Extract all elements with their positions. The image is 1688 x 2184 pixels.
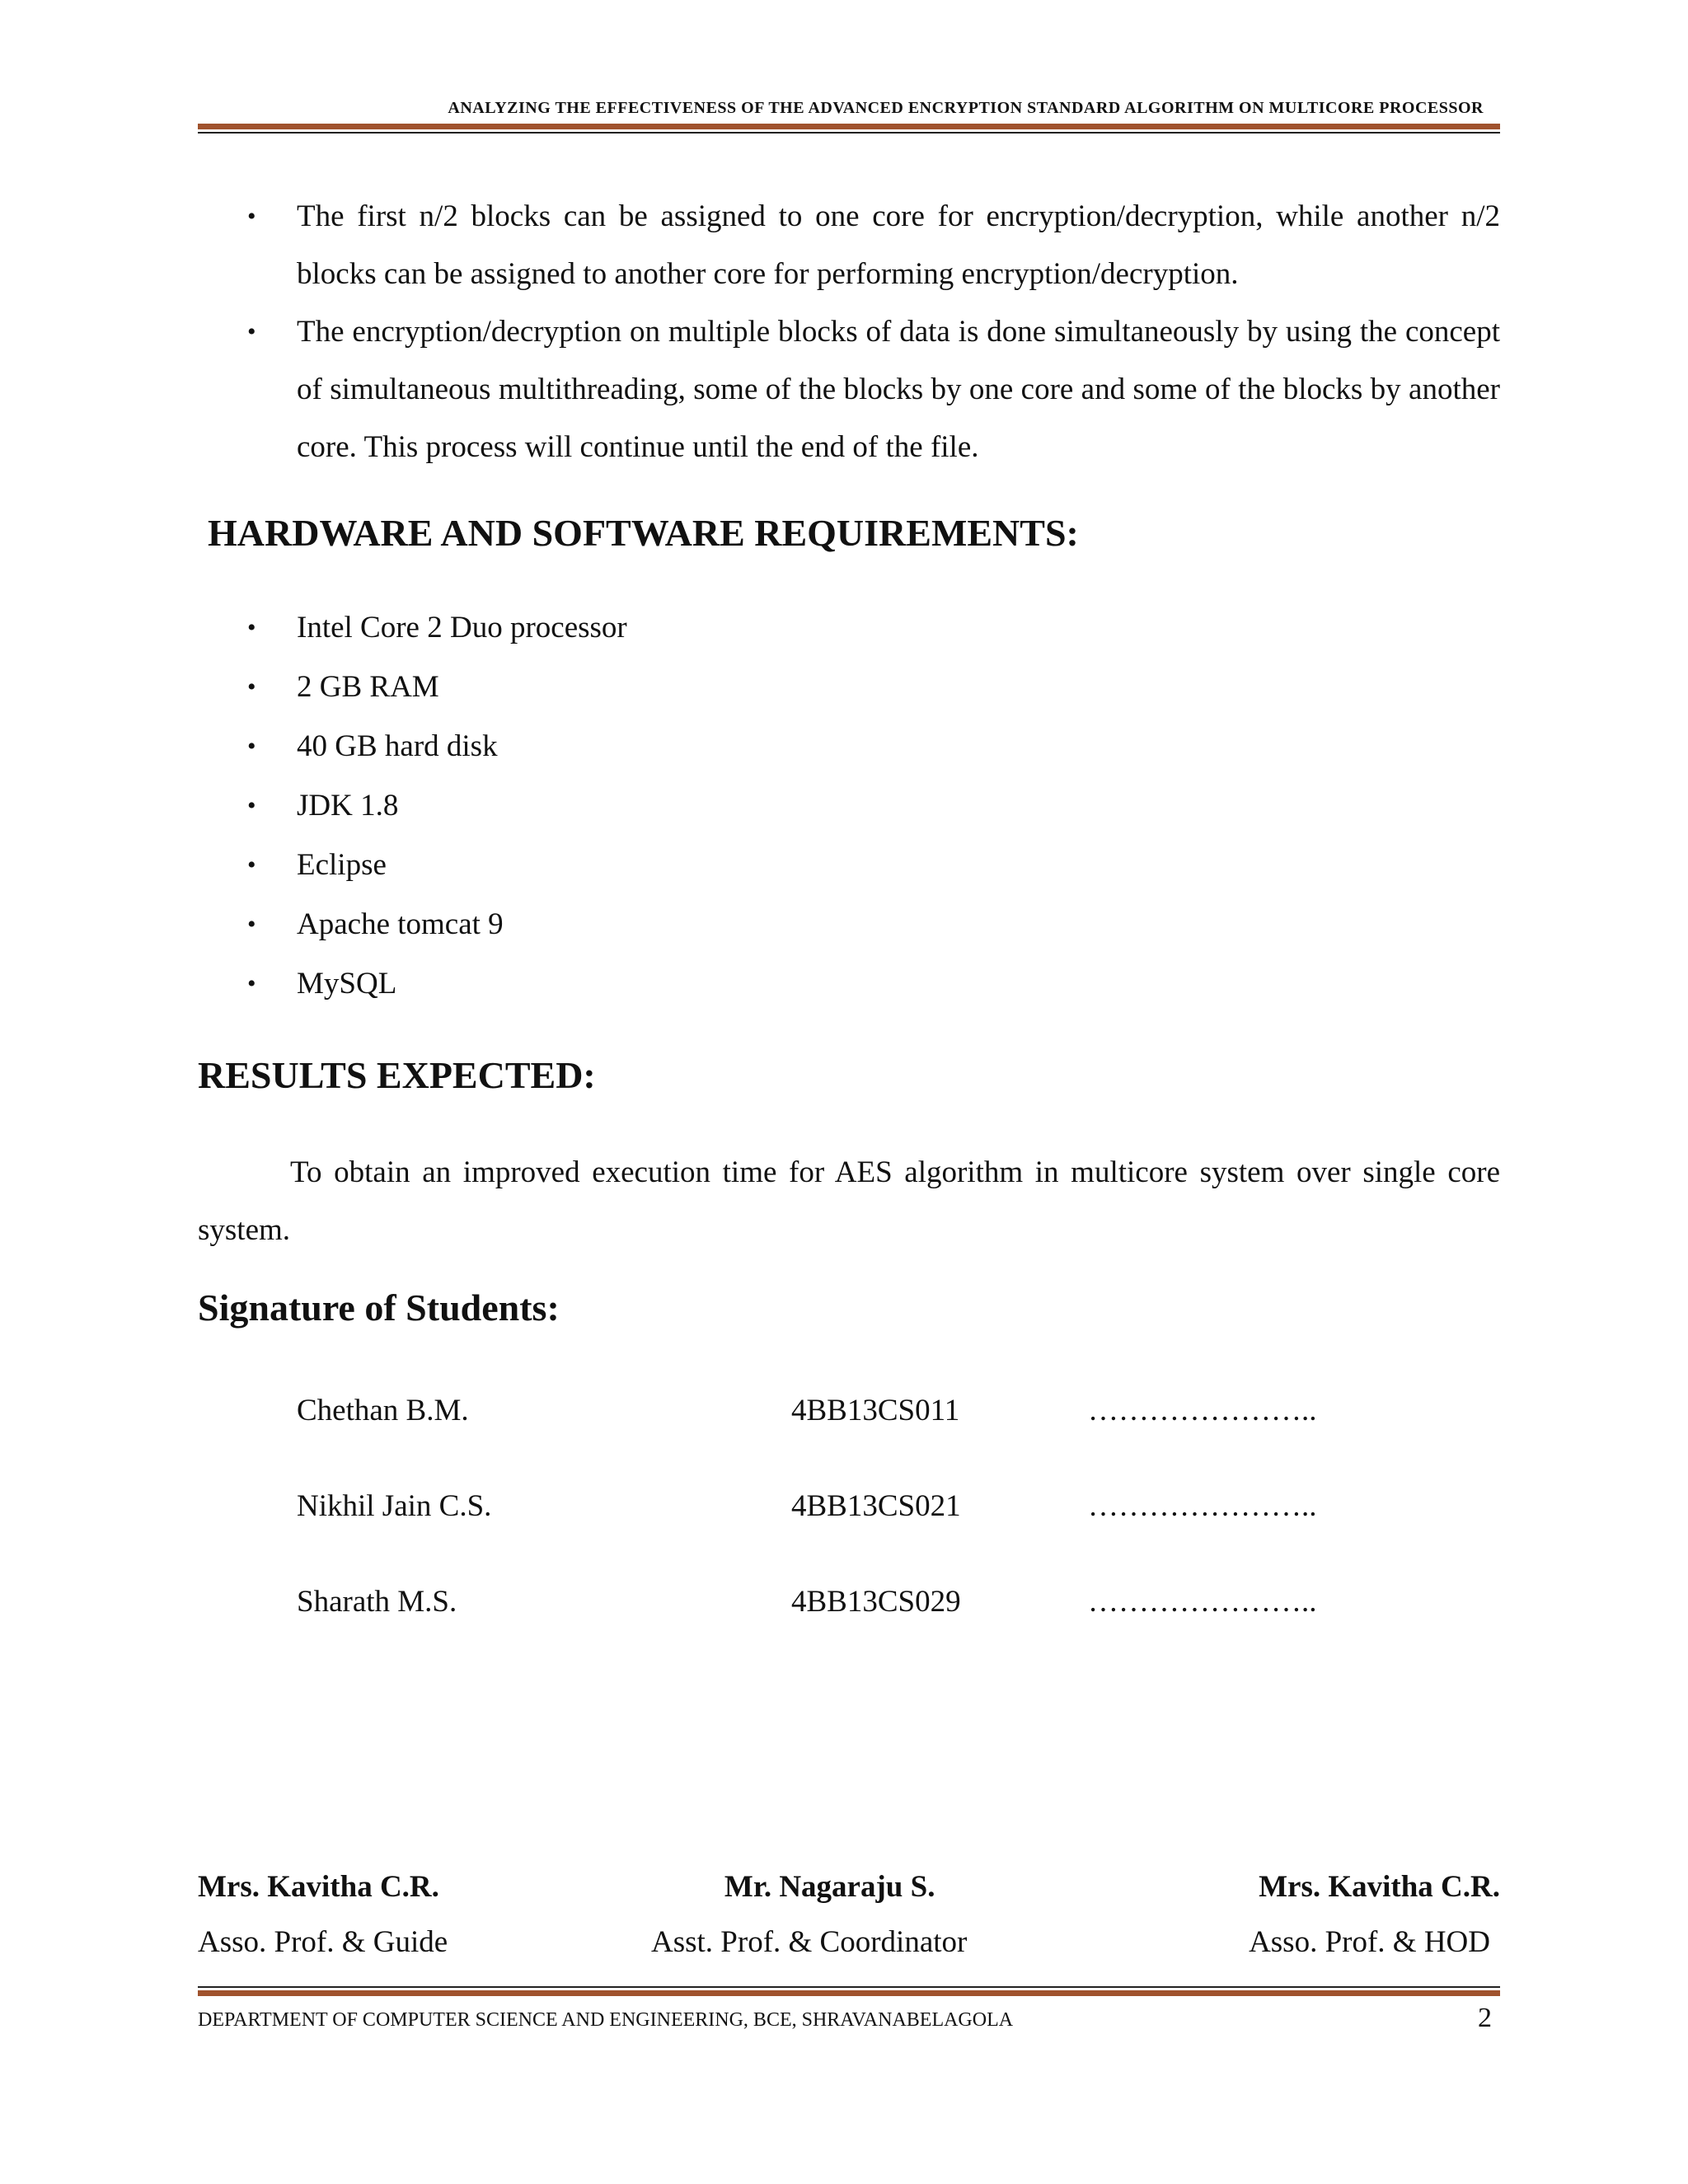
signature-line: …………………..	[1088, 1394, 1317, 1427]
staff-role: Asso. Prof. & HOD	[1249, 1925, 1490, 1959]
list-item	[247, 598, 1500, 658]
staff-hod	[1249, 1869, 1500, 1960]
student-name: Nikhil Jain C.S.	[297, 1489, 492, 1523]
running-header-title: ANALYZING THE EFFECTIVENESS OF THE ADVANCED ENCRYPTION STANDARD ALGORITHM ON MULTICORE PROCESSOR	[448, 99, 1484, 117]
signature-line: …………………..	[1088, 1489, 1317, 1523]
results-heading: RESULTS EXPECTED:	[198, 1054, 596, 1096]
footer-rule-thin	[198, 1986, 1500, 1988]
student-name: Chethan B.M.	[297, 1394, 469, 1427]
requirement-item: 40 GB hard disk	[297, 729, 498, 763]
bullet-text: The encryption/decryption on multiple blocks of data is done simultaneously by using the concept of simultaneous multithreading, some of the blocks by one core and some of the blocks by another core. This process will continue until the end of the file.	[297, 315, 1500, 464]
staff-coordinator	[651, 1869, 967, 1960]
staff-name: Mrs. Kavitha C.R.	[198, 1870, 439, 1904]
list-item	[247, 717, 1500, 776]
bullet-icon: •	[247, 614, 256, 641]
requirement-item: MySQL	[297, 967, 397, 1001]
requirement-item: JDK 1.8	[297, 789, 399, 823]
bullet-text: The first n/2 blocks can be assigned to one core for encryption/decryption, while another n/2 blocks can be assigned to another core for performing encryption/decryption.	[297, 199, 1500, 291]
requirements-list	[247, 598, 1500, 1014]
student-usn: 4BB13CS021	[791, 1489, 961, 1523]
signature-line: …………………..	[1088, 1585, 1317, 1619]
bullet-icon: •	[247, 792, 256, 819]
staff-name: Mrs. Kavitha C.R.	[1259, 1870, 1500, 1904]
staff-guide	[198, 1869, 448, 1960]
bullet-icon: •	[247, 851, 256, 879]
footer-department: DEPARTMENT OF COMPUTER SCIENCE AND ENGINEERING, BCE, SHRAVANABELAGOLA	[198, 2009, 1014, 2031]
requirements-heading: HARDWARE AND SOFTWARE REQUIREMENTS:	[208, 512, 1079, 554]
staff-role: Asso. Prof. & Guide	[198, 1925, 448, 1959]
student-usn: 4BB13CS029	[791, 1585, 961, 1619]
header-rule-thick	[198, 124, 1500, 129]
requirement-item: Intel Core 2 Duo processor	[297, 611, 627, 644]
list-item	[247, 658, 1500, 717]
bullet-icon: •	[247, 203, 256, 230]
intro-bullet-list	[247, 188, 1500, 476]
list-item	[247, 776, 1500, 836]
staff-name: Mr. Nagaraju S.	[724, 1870, 935, 1904]
student-name: Sharath M.S.	[297, 1585, 457, 1619]
page-number: 2	[1478, 2003, 1492, 2033]
requirement-item: 2 GB RAM	[297, 670, 439, 704]
results-paragraph: To obtain an improved execution time for AES algorithm in multicore system over single core system.	[198, 1155, 1500, 1247]
footer-rule-thick	[198, 1990, 1500, 1996]
list-item	[247, 303, 1500, 476]
requirement-item: Apache tomcat 9	[297, 907, 504, 941]
requirement-item: Eclipse	[297, 848, 387, 882]
list-item	[247, 188, 1500, 303]
header-rule-thin	[198, 132, 1500, 134]
staff-role: Asst. Prof. & Coordinator	[651, 1925, 968, 1959]
signatures-heading: Signature of Students:	[198, 1286, 560, 1329]
bullet-icon: •	[247, 970, 256, 997]
bullet-icon: •	[247, 733, 256, 760]
bullet-icon: •	[247, 911, 256, 938]
student-usn: 4BB13CS011	[791, 1394, 960, 1427]
list-item	[247, 836, 1500, 895]
list-item	[247, 895, 1500, 954]
bullet-icon: •	[247, 318, 256, 345]
bullet-icon: •	[247, 673, 256, 701]
list-item	[247, 954, 1500, 1014]
